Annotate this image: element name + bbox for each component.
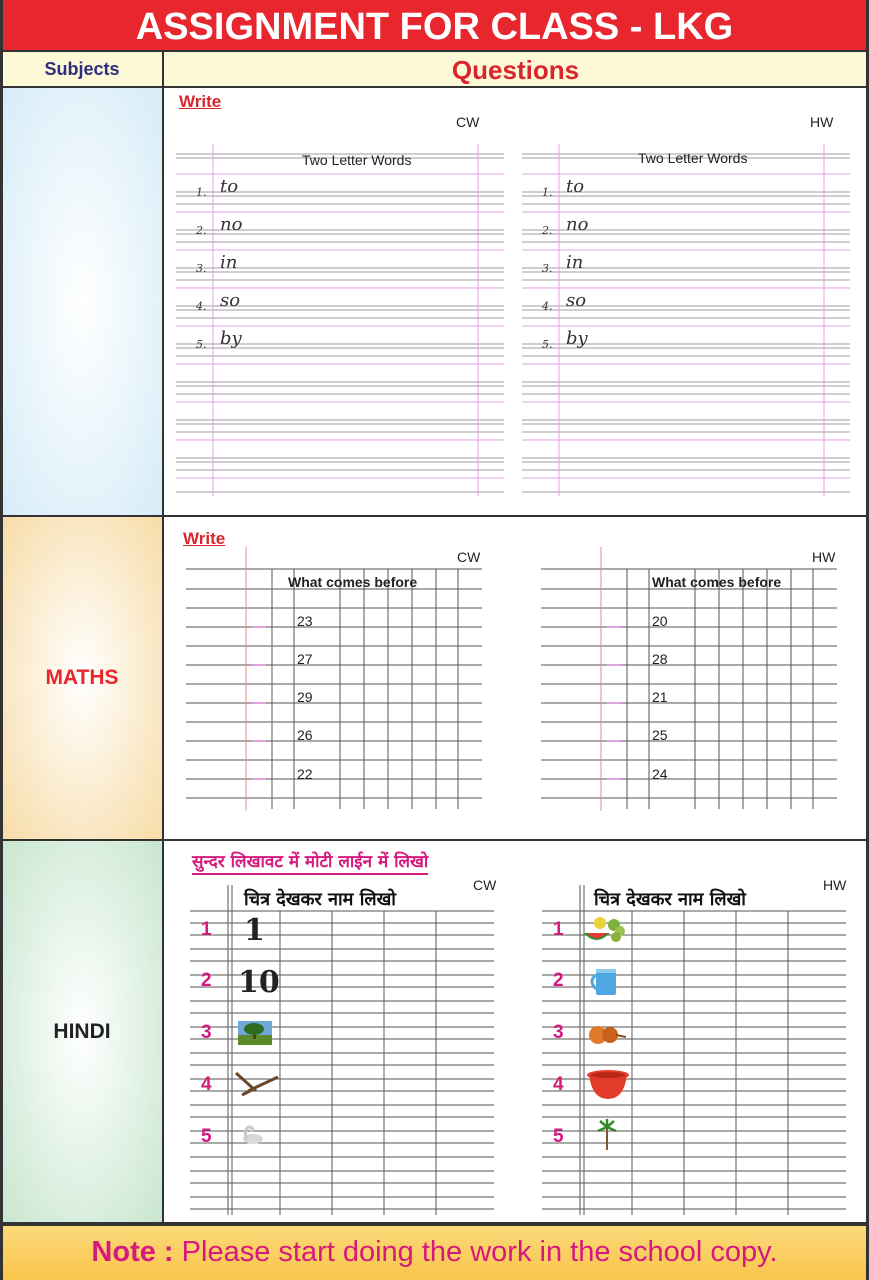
english-cw-row-num: 1.: [196, 186, 207, 199]
english-hw-word: by: [566, 328, 588, 349]
maths-cw-heading: What comes before: [288, 574, 418, 590]
maths-cw-number: 26: [297, 727, 313, 743]
hindi-cw-row-num: 5: [201, 1126, 212, 1147]
hindi-hw-grid: [542, 881, 846, 1215]
english-hw-row-num: 4.: [542, 300, 553, 313]
maths-cw-number: 22: [297, 766, 313, 782]
note-text: Please start doing the work in the school copy.: [181, 1236, 778, 1268]
maths-hw-heading: What comes before: [652, 574, 782, 590]
subjects-header: Subjects: [2, 52, 164, 88]
english-cw-row-num: 5.: [196, 338, 207, 351]
english-cw-word: in: [220, 252, 238, 273]
english-hw-word: so: [566, 290, 587, 311]
maths-hw-number: 21: [652, 689, 668, 705]
english-hw-row-num: 5.: [542, 338, 553, 351]
maths-cw-number: 23: [297, 613, 313, 629]
english-hw-row-num: 2.: [542, 224, 553, 237]
english-cw-sheet-title: Two Letter Words: [302, 152, 412, 168]
english-cw-word: by: [220, 328, 242, 349]
maths-instruction: Write: [183, 529, 226, 548]
english-hw-row-num: 3.: [542, 262, 553, 275]
english-cw-sheet: [176, 144, 504, 496]
hindi-hw-tag: HW: [823, 877, 847, 893]
left-frame-border: [0, 0, 3, 1280]
maths-cw-grid: [186, 547, 482, 811]
page-title: ASSIGNMENT FOR CLASS - LKG: [0, 0, 869, 52]
note-banner: [0, 1224, 869, 1280]
maths-question-cell: [164, 517, 867, 841]
hindi-hw-row-num: 4: [553, 1074, 564, 1095]
hindi-cw-row-num: 1: [201, 919, 212, 940]
hindi-cw-item-number: 1: [244, 913, 265, 948]
hindi-hw-row-num: 5: [553, 1126, 564, 1147]
english-cw-word: no: [220, 214, 243, 235]
english-hw-word: no: [566, 214, 589, 235]
hindi-cw-heading: चित्र देखकर नाम लिखो: [244, 889, 396, 910]
questions-header: Questions: [164, 52, 867, 88]
maths-hw-tag: HW: [812, 549, 836, 565]
english-cw-word: to: [220, 176, 239, 197]
hindi-instruction: सुन्दर लिखावट में मोटी लाईन में लिखो: [192, 849, 428, 875]
maths-hw-grid: [541, 547, 837, 811]
hindi-cw-tag: CW: [473, 877, 497, 893]
english-cw-tag: CW: [456, 114, 480, 130]
hindi-question-cell: [164, 841, 867, 1224]
maths-cw-number: 27: [297, 651, 313, 667]
mug-icon: [588, 965, 622, 1002]
english-hw-tag: HW: [810, 114, 834, 130]
hindi-cw-grid: [190, 881, 494, 1215]
hindi-cw-item-number: 10: [238, 965, 280, 1000]
palm-tree-icon: [596, 1117, 618, 1156]
tub-icon: [586, 1069, 630, 1106]
english-subject-cell: [2, 88, 164, 517]
maths-hw-number: 20: [652, 613, 668, 629]
english-cw-row-num: 3.: [196, 262, 207, 275]
hindi-cw-row-num: 2: [201, 970, 212, 991]
drum-icon: [586, 1021, 626, 1052]
english-hw-word: in: [566, 252, 584, 273]
maths-subject-cell: [2, 517, 164, 841]
hindi-cw-row-num: 4: [201, 1074, 212, 1095]
hindi-hw-row-num: 3: [553, 1022, 564, 1043]
swan-icon: [240, 1123, 266, 1150]
maths-subject-label: MATHS: [45, 666, 119, 689]
hindi-cw-grid-lines: [190, 881, 494, 1215]
note-label: Note :: [91, 1236, 174, 1268]
maths-cw-tag: CW: [457, 549, 481, 565]
hindi-hw-heading: चित्र देखकर नाम लिखो: [594, 889, 746, 910]
english-cw-row-num: 2.: [196, 224, 207, 237]
english-hw-word: to: [566, 176, 585, 197]
hindi-cw-row-num: 3: [201, 1022, 212, 1043]
english-hw-sheet-title: Two Letter Words: [638, 150, 748, 166]
english-question-cell: [164, 88, 867, 517]
hindi-hw-row-num: 1: [553, 919, 564, 940]
hindi-subject-cell: [2, 841, 164, 1224]
english-hw-row-num: 1.: [542, 186, 553, 199]
english-hw-sheet: [522, 144, 850, 496]
plough-icon: [234, 1069, 280, 1104]
english-instruction: Write: [179, 92, 222, 111]
hindi-subject-label: HINDI: [53, 1019, 111, 1043]
maths-hw-number: 25: [652, 727, 668, 743]
tree-landscape-icon: [238, 1021, 272, 1050]
hindi-hw-row-num: 2: [553, 970, 564, 991]
maths-hw-number: 28: [652, 651, 668, 667]
fruits-icon: [582, 913, 632, 952]
maths-cw-number: 29: [297, 689, 313, 705]
english-cw-word: so: [220, 290, 241, 311]
english-cw-row-num: 4.: [196, 300, 207, 313]
maths-hw-number: 24: [652, 766, 668, 782]
